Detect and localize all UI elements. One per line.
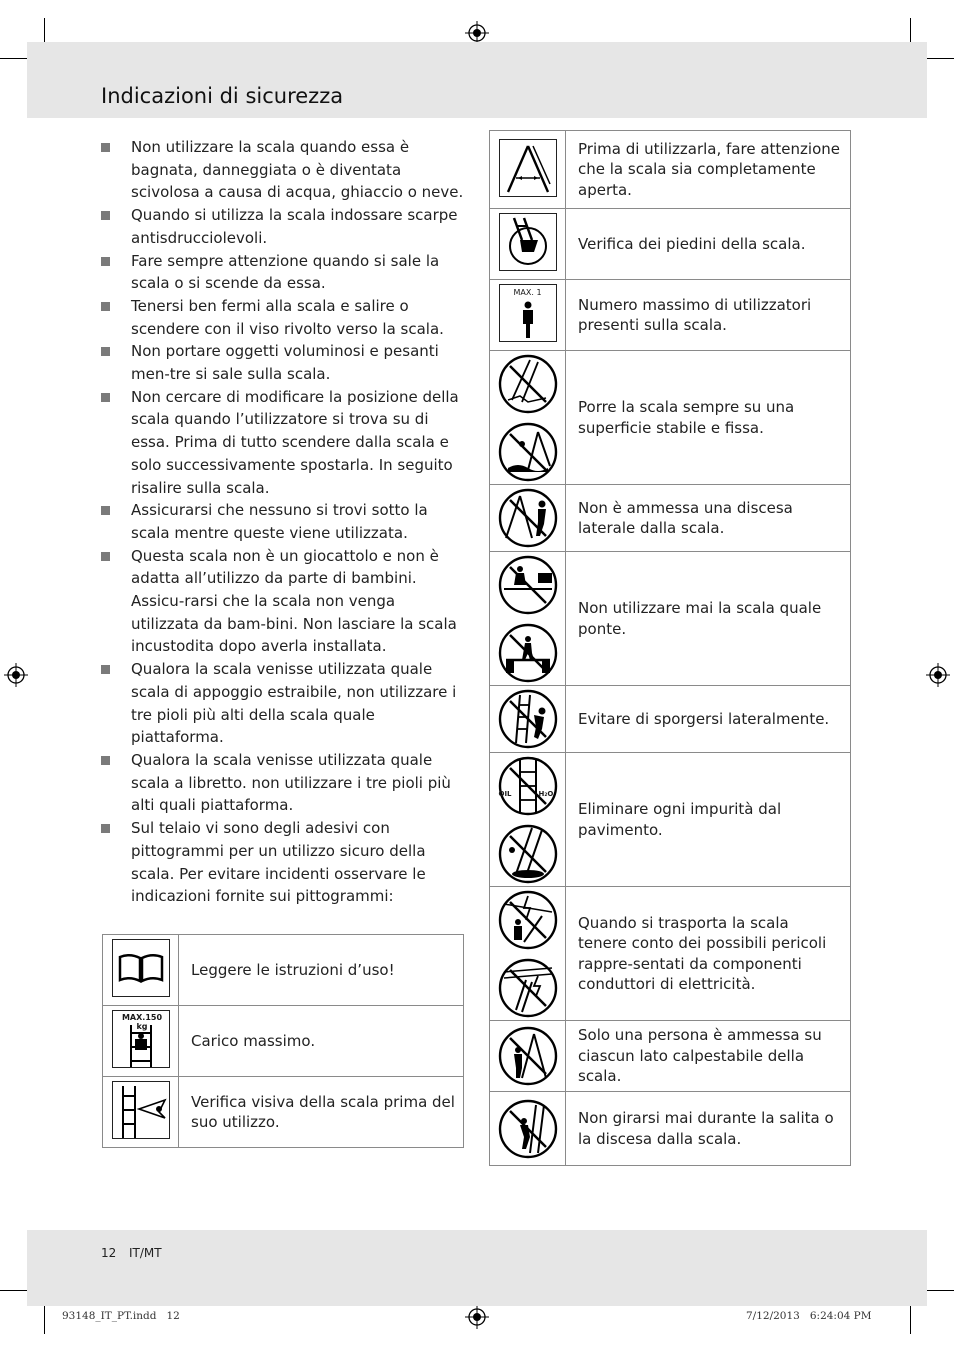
pictogram-text: Carico massimo. [179, 1006, 464, 1077]
table-row [490, 280, 851, 351]
pictogram-text: Solo una persona è ammessa su ciascun lato calpestabile della scala. [566, 1021, 851, 1092]
max-load-icon: MAX.150 kg [112, 1010, 170, 1068]
bullet-square-icon [101, 302, 110, 311]
table-row [490, 209, 851, 280]
no-soft-ground-icon [498, 422, 558, 482]
table-row [490, 552, 851, 686]
no-uneven-ground-icon [498, 354, 558, 414]
language-code: IT/MT [129, 1246, 162, 1260]
pictogram-text: Non è ammessa una discesa laterale dalla scala. [566, 485, 851, 552]
no-facing-away-icon [498, 1099, 558, 1159]
table-row [490, 485, 851, 552]
no-slippery-floor-icon [498, 824, 558, 884]
power-line-hazard-icon [498, 958, 558, 1018]
list-item: Fare sempre attenzione quando si sale la scala o si scende da essa. [101, 250, 467, 295]
crop-mark [924, 58, 954, 59]
safety-bullet-list [101, 136, 467, 908]
pictogram-text: Verifica visiva della scala prima del suo utilizzo. [179, 1077, 464, 1148]
no-contaminated-floor-icon: OIL H₂O [498, 756, 558, 816]
registration-mark-icon [926, 663, 950, 687]
list-item: Non portare oggetti voluminosi e pesanti men-tre si sale sulla scala. [101, 340, 467, 385]
pictogram-text: Prima di utilizzarla, fare attenzione che la scala sia completamente aperta. [566, 131, 851, 209]
no-bridge-icon [498, 555, 558, 615]
crop-mark [924, 1290, 954, 1291]
no-overreach-icon [498, 689, 558, 749]
pictogram-text: Verifica dei piedini della scala. [566, 209, 851, 280]
list-item: Assicurarsi che nessuno si trovi sotto la scala mentre queste viene utilizzata. [101, 499, 467, 544]
pictogram-text: Porre la scala sempre su una superficie stabile e fissa. [566, 351, 851, 485]
table-row [490, 753, 851, 887]
page-number: 12 [101, 1246, 117, 1260]
pictogram-text: Evitare di sporgersi lateralmente. [566, 686, 851, 753]
bullet-square-icon [101, 143, 110, 152]
no-side-dismount-icon [498, 488, 558, 548]
footer-band [27, 1230, 927, 1306]
max-persons-icon: MAX. 1 [499, 284, 557, 342]
registration-mark-icon [4, 663, 28, 687]
bullet-square-icon [101, 506, 110, 515]
table-row [490, 686, 851, 753]
crop-mark [44, 1304, 45, 1334]
list-item: Quando si utilizza la scala indossare scarpe antisdrucciolevoli. [101, 204, 467, 249]
bullet-square-icon [101, 756, 110, 765]
bullet-square-icon [101, 347, 110, 356]
table-row [490, 1021, 851, 1092]
registration-mark-icon [465, 1305, 489, 1329]
print-slug-filename: 93148_IT_PT.indd 12 [62, 1310, 180, 1322]
list-item: Sul telaio vi sono degli adesivi con pittogrammi per un utilizzo sicuro della scala. Per evitare incidenti osservare le indicazioni fornite sui pittogrammi: [101, 817, 467, 908]
bullet-square-icon [101, 824, 110, 833]
pictogram-text: Leggere le istruzioni d’uso! [179, 935, 464, 1006]
table-row [490, 887, 851, 1021]
table-row [490, 351, 851, 485]
page-title: Indicazioni di sicurezza [101, 84, 344, 108]
crop-mark [0, 58, 30, 59]
list-item: Qualora la scala venisse utilizzata quale scala a libretto. non utilizzare i tre pioli più alti quali piattaforma. [101, 749, 467, 817]
list-item: Tenersi ben fermi alla scala e salire o scendere con il viso rivolto verso la scala. [101, 295, 467, 340]
bullet-square-icon [101, 552, 110, 561]
table-row [103, 935, 464, 1006]
book-icon [112, 939, 170, 997]
table-row [103, 1077, 464, 1148]
bullet-square-icon [101, 257, 110, 266]
pictogram-text: Quando si trasporta la scala tenere conto dei possibili pericoli rappre-sentati da componenti conduttori di elettricità. [566, 887, 851, 1021]
one-person-per-side-icon [498, 1026, 558, 1086]
ladder-open-icon [499, 139, 557, 197]
electric-hazard-icon [498, 890, 558, 950]
list-item: Non utilizzare la scala quando essa è bagnata, danneggiata o è diventata scivolosa a causa di acqua, ghiaccio o neve. [101, 136, 467, 204]
no-bridge-walk-icon [498, 623, 558, 683]
eye-inspection-icon [112, 1081, 170, 1139]
table-row [103, 1006, 464, 1077]
pictogram-text: Non girarsi mai durante la salita o la discesa dalla scala. [566, 1092, 851, 1166]
ladder-foot-icon [499, 213, 557, 271]
pictogram-table-right [489, 130, 851, 1166]
list-item: Questa scala non è un giocattolo e non è adatta all’utilizzo da parte di bambini. Assicu-rarsi che la scala non venga utilizzata da bam-bini. Non lasciare la scala incustodita dopo averla installata. [101, 545, 467, 659]
pictogram-table-left [102, 934, 464, 1148]
pictogram-text: Eliminare ogni impurità dal pavimento. [566, 753, 851, 887]
bullet-square-icon [101, 211, 110, 220]
table-row [490, 1092, 851, 1166]
crop-mark [910, 1304, 911, 1334]
bullet-square-icon [101, 393, 110, 402]
table-row [490, 131, 851, 209]
list-item: Non cercare di modificare la posizione della scala quando l’utilizzatore si trova su di essa. Prima di tutto scendere dalla scala e solo successivamente spostarla. In seguito risalire sulla scala. [101, 386, 467, 500]
bullet-square-icon [101, 665, 110, 674]
pictogram-text: Non utilizzare mai la scala quale ponte. [566, 552, 851, 686]
pictogram-text: Numero massimo di utilizzatori presenti sulla scala. [566, 280, 851, 351]
print-slug-timestamp: 7/12/2013 6:24:04 PM [746, 1310, 872, 1322]
crop-mark [0, 1290, 30, 1291]
list-item: Qualora la scala venisse utilizzata quale scala di appoggio estraibile, non utilizzare i tre pioli più alti della scala quale piattaforma. [101, 658, 467, 749]
